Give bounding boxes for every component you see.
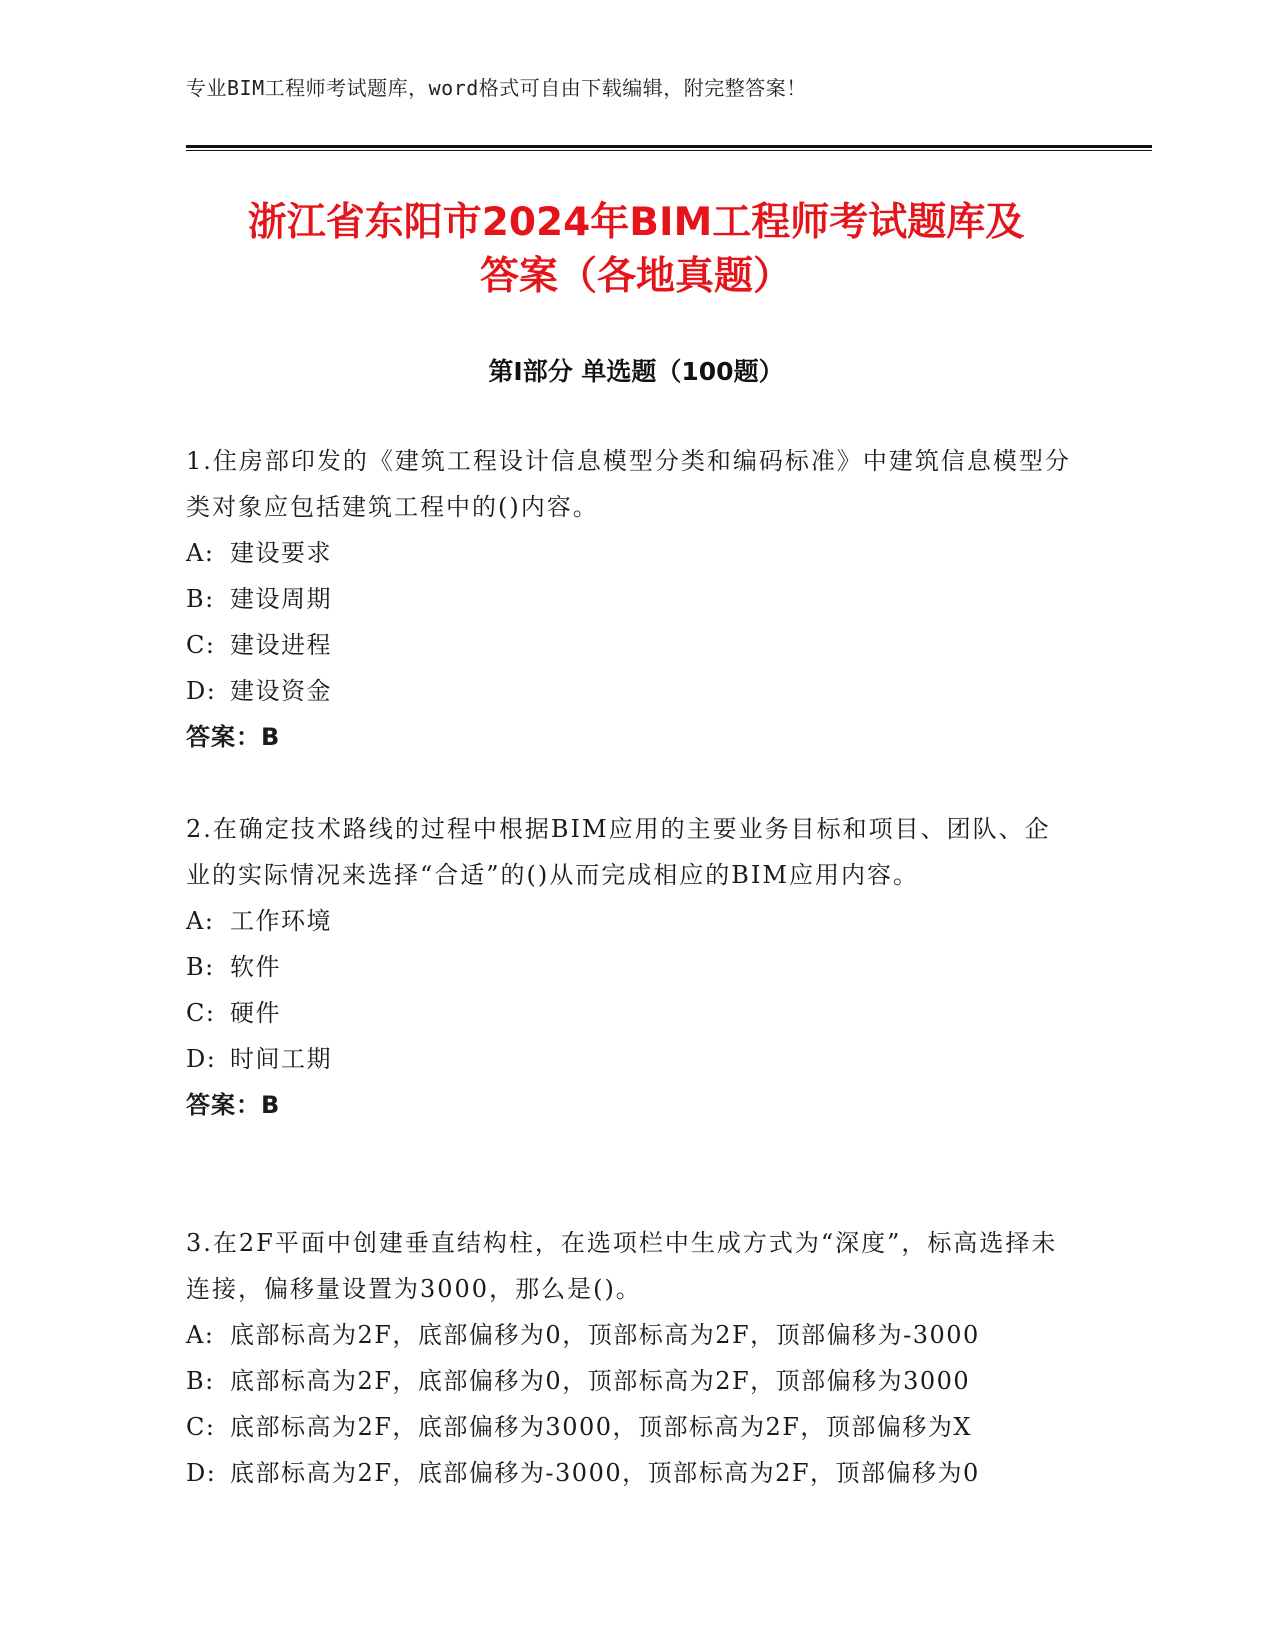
option-letter: D:	[186, 677, 217, 705]
option-text: 硬件	[230, 999, 281, 1027]
option-c	[186, 1404, 1076, 1450]
option-text: 建设进程	[230, 631, 332, 659]
option-c	[186, 990, 1076, 1036]
option-text: 底部标高为2F，底部偏移为0，顶部标高为2F，顶部偏移为-3000	[230, 1321, 980, 1349]
question-stem: 3.在2F平面中创建垂直结构柱，在选项栏中生成方式为“深度”，标高选择未连接，偏移量设置为3000，那么是()。	[186, 1229, 1058, 1303]
option-b	[186, 576, 1076, 622]
document-title-line1: 浙江省东阳市2024年BIM工程师考试题库及	[247, 200, 1025, 245]
option-letter: A:	[186, 539, 215, 567]
option-a	[186, 898, 1076, 944]
option-letter: D:	[186, 1459, 217, 1487]
option-c	[186, 622, 1076, 668]
section-title: 第I部分 单选题（100题）	[488, 357, 784, 386]
answer-line: 答案：B	[186, 723, 281, 751]
option-d	[186, 1450, 1076, 1496]
question-stem: 1.住房部印发的《建筑工程设计信息模型分类和编码标准》中建筑信息模型分类对象应包括建筑工程中的()内容。	[186, 447, 1071, 521]
option-b	[186, 1358, 1076, 1404]
option-letter: A:	[186, 1321, 215, 1349]
option-text: 建设要求	[230, 539, 332, 567]
option-letter: C:	[186, 631, 216, 659]
option-text: 时间工期	[230, 1045, 332, 1073]
option-letter: C:	[186, 1413, 216, 1441]
option-text: 底部标高为2F，底部偏移为-3000，顶部标高为2F，顶部偏移为0	[230, 1459, 980, 1487]
document-title	[186, 196, 1086, 304]
question-2	[186, 806, 1076, 1128]
question-stem: 2.在确定技术路线的过程中根据BIM应用的主要业务目标和项目、团队、企业的实际情况来选择“合适”的()从而完成相应的BIM应用内容。	[186, 815, 1051, 889]
option-text: 建设周期	[230, 585, 332, 613]
option-text: 建设资金	[230, 677, 332, 705]
document-title-line2: 答案（各地真题）	[479, 254, 792, 299]
header-divider-thick	[186, 145, 1152, 148]
option-text: 工作环境	[230, 907, 332, 935]
option-text: 底部标高为2F，底部偏移为0，顶部标高为2F，顶部偏移为3000	[230, 1367, 971, 1395]
option-b	[186, 944, 1076, 990]
option-a	[186, 1312, 1076, 1358]
option-letter: A:	[186, 907, 215, 935]
option-letter: D:	[186, 1045, 217, 1073]
question-3	[186, 1220, 1076, 1496]
option-a	[186, 530, 1076, 576]
option-text: 底部标高为2F，底部偏移为3000，顶部标高为2F，顶部偏移为X	[230, 1413, 973, 1441]
option-letter: B:	[186, 1367, 215, 1395]
question-1	[186, 438, 1076, 760]
option-text: 软件	[230, 953, 281, 981]
option-letter: C:	[186, 999, 216, 1027]
header-divider-thin	[186, 150, 1152, 151]
header-note: 专业BIM工程师考试题库，word格式可自由下载编辑，附完整答案！	[186, 76, 807, 100]
answer-line: 答案：B	[186, 1091, 281, 1119]
option-d	[186, 1036, 1076, 1082]
option-d	[186, 668, 1076, 714]
option-letter: B:	[186, 585, 215, 613]
option-letter: B:	[186, 953, 215, 981]
